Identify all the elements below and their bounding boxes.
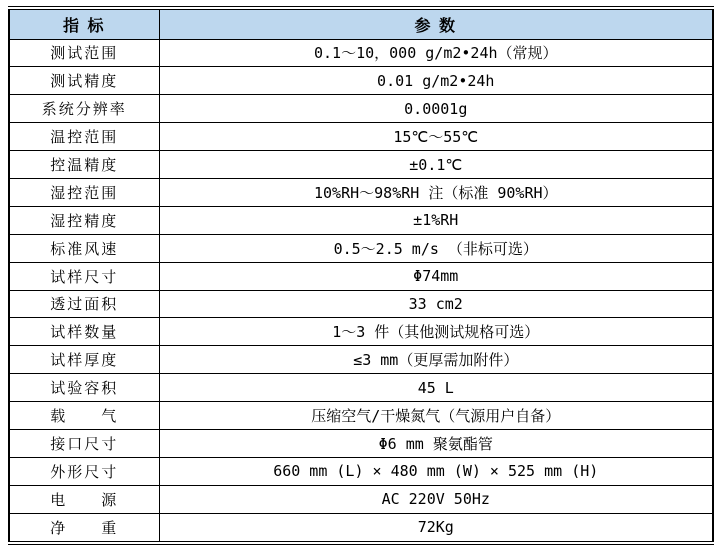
table-row <box>9 513 713 543</box>
row-label: 试样厚度 <box>9 346 159 374</box>
table-row <box>9 457 713 485</box>
row-value: 1～3 件（其他测试规格可选） <box>159 318 713 346</box>
row-label: 试验容积 <box>9 374 159 402</box>
table-row <box>9 262 713 290</box>
table-row <box>9 485 713 513</box>
header-row <box>9 8 713 39</box>
table-row <box>9 178 713 206</box>
table-row <box>9 374 713 402</box>
row-value: 72Kg <box>159 513 713 543</box>
row-label: 试样数量 <box>9 318 159 346</box>
table-header <box>9 8 713 39</box>
row-label: 湿控精度 <box>9 206 159 234</box>
row-label: 试样尺寸 <box>9 262 159 290</box>
table-row <box>9 39 713 67</box>
table-body <box>9 39 713 543</box>
row-value: 33 cm2 <box>159 290 713 318</box>
row-value: 压缩空气/干燥氮气（气源用户自备） <box>159 402 713 430</box>
row-value: ±1%RH <box>159 206 713 234</box>
row-label: 控温精度 <box>9 151 159 179</box>
row-value: 0.5～2.5 m/s （非标可选） <box>159 234 713 262</box>
table-row <box>9 429 713 457</box>
table-row <box>9 67 713 95</box>
table-row <box>9 290 713 318</box>
row-label: 电 源 <box>9 485 159 513</box>
header-indicator: 指 标 <box>9 8 159 39</box>
row-value: ≤3 mm（更厚需加附件） <box>159 346 713 374</box>
row-value: 10%RH～98%RH 注（标准 90%RH） <box>159 178 713 206</box>
table-row <box>9 346 713 374</box>
row-label: 测试范围 <box>9 39 159 67</box>
row-value: 0.0001g <box>159 95 713 123</box>
row-label: 温控范围 <box>9 123 159 151</box>
row-value: 45 L <box>159 374 713 402</box>
spec-table <box>8 6 714 545</box>
row-label: 载 气 <box>9 402 159 430</box>
table-row <box>9 206 713 234</box>
row-value: 15℃～55℃ <box>159 123 713 151</box>
table-row <box>9 95 713 123</box>
row-label: 标准风速 <box>9 234 159 262</box>
row-label: 外形尺寸 <box>9 457 159 485</box>
row-label: 湿控范围 <box>9 178 159 206</box>
row-label: 净 重 <box>9 513 159 543</box>
table-row <box>9 234 713 262</box>
row-label: 系统分辨率 <box>9 95 159 123</box>
table-row <box>9 123 713 151</box>
header-parameter: 参 数 <box>159 8 713 39</box>
table-row <box>9 402 713 430</box>
row-label: 透过面积 <box>9 290 159 318</box>
row-value: Φ74mm <box>159 262 713 290</box>
row-value: 0.1～10，000 g/m2•24h（常规） <box>159 39 713 67</box>
row-label: 接口尺寸 <box>9 429 159 457</box>
row-label: 测试精度 <box>9 67 159 95</box>
row-value: ±0.1℃ <box>159 151 713 179</box>
table-row <box>9 151 713 179</box>
row-value: 0.01 g/m2•24h <box>159 67 713 95</box>
table-row <box>9 318 713 346</box>
row-value: Φ6 mm 聚氨酯管 <box>159 429 713 457</box>
row-value: AC 220V 50Hz <box>159 485 713 513</box>
row-value: 660 mm (L) × 480 mm (W) × 525 mm (H) <box>159 457 713 485</box>
